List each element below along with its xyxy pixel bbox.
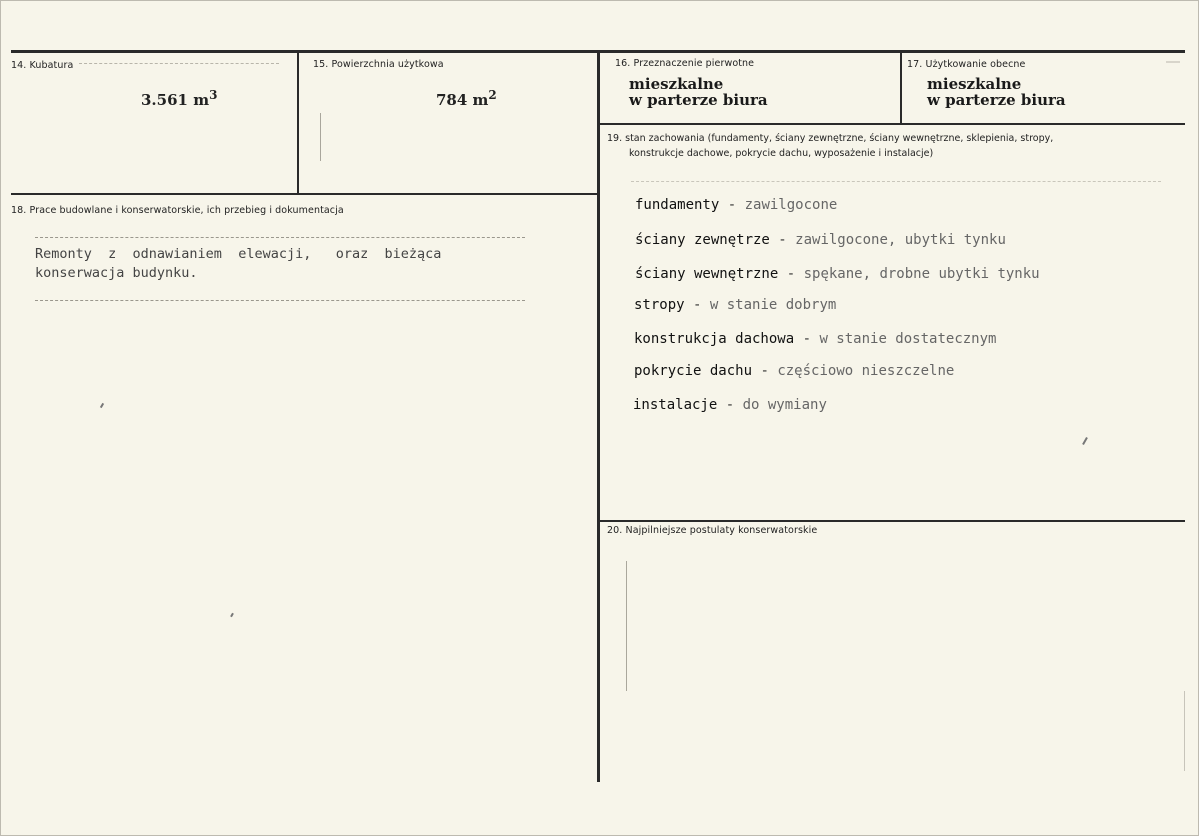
condition-separator: - [719, 197, 745, 213]
field-15-value [436, 88, 497, 109]
field-20-label: 20. Najpilniejsze postulaty konserwatorskie [607, 525, 818, 536]
field-14-value [141, 88, 218, 109]
condition-element: ściany zewnętrze [635, 232, 770, 248]
field-18-dotted-top [35, 237, 525, 238]
condition-item [634, 331, 996, 347]
field-15-label: 15. Powierzchnia użytkowa [313, 59, 444, 70]
condition-element: stropy [634, 297, 685, 313]
field-18-dotted-bottom [35, 300, 525, 301]
condition-item [634, 363, 954, 379]
field-16-line1: mieszkalne [629, 75, 724, 93]
condition-separator: - [794, 331, 820, 347]
mark [1082, 437, 1088, 445]
condition-separator: - [717, 397, 743, 413]
rule-under-16-17 [599, 123, 1185, 125]
field-17-line1: mieszkalne [927, 75, 1022, 93]
condition-element: konstrukcja dachowa [634, 331, 795, 347]
field-16-label: 16. Przeznaczenie pierwotne [615, 58, 755, 69]
condition-state: w stanie dobrym [709, 297, 837, 313]
field-14-label: 14. Kubatura [11, 60, 74, 71]
field-18-text-line2: konserwacja budynku. [35, 265, 198, 281]
field-19-label-line1: 19. stan zachowania (fundamenty, ściany zewnętrzne, ściany wewnętrzne, sklepienia, stropy, [607, 133, 1054, 144]
condition-state: spękane, drobne ubytki tynku [803, 266, 1040, 282]
condition-separator: - [778, 266, 804, 282]
condition-state: do wymiany [742, 397, 827, 413]
cubature-number: 3.561 m [141, 91, 210, 109]
condition-item [635, 232, 1006, 248]
field-14-dotted [79, 63, 279, 64]
condition-separator: - [684, 297, 710, 313]
field-16-line2: w parterze biura [629, 91, 768, 109]
mark [100, 403, 104, 408]
field-19-label-line2: konstrukcje dachowe, pokrycie dachu, wyposażenie i instalacje) [629, 148, 934, 159]
condition-element: fundamenty [635, 197, 720, 213]
mark [1184, 691, 1185, 771]
cubature-unit-exponent: 3 [209, 88, 218, 102]
usable-area-number: 784 m [436, 91, 489, 109]
condition-item [635, 197, 837, 213]
divider-15-16 [597, 52, 600, 782]
condition-state: zawilgocone, ubytki tynku [795, 232, 1006, 248]
condition-item [634, 297, 836, 313]
condition-item [635, 266, 1040, 282]
condition-element: instalacje [633, 397, 718, 413]
divider-14-15 [297, 52, 299, 194]
mark [230, 613, 234, 617]
condition-state: w stanie dostatecznym [819, 331, 997, 347]
condition-separator: - [769, 232, 796, 248]
divider-16-17 [900, 52, 902, 124]
mark [320, 113, 321, 161]
field-17-line2: w parterze biura [927, 91, 1066, 109]
condition-state: częściowo nieszczelne [777, 363, 955, 379]
condition-item [633, 397, 827, 413]
mark [1166, 61, 1180, 63]
rule-above-20 [599, 520, 1185, 522]
field-17-label: 17. Użytkowanie obecne [907, 59, 1026, 70]
usable-area-unit-exponent: 2 [488, 88, 497, 102]
mark [626, 561, 627, 691]
field-19-dotted-top [631, 181, 1161, 182]
rule-under-14-15 [11, 193, 599, 195]
condition-element: pokrycie dachu [634, 363, 753, 379]
condition-element: ściany wewnętrzne [635, 266, 779, 282]
condition-separator: - [752, 363, 778, 379]
field-18-text-line1: Remonty z odnawianiem elewacji, oraz bieżąca [35, 246, 442, 262]
field-18-label: 18. Prace budowlane i konserwatorskie, ich przebieg i dokumentacja [11, 205, 344, 216]
condition-state: zawilgocone [744, 197, 838, 213]
